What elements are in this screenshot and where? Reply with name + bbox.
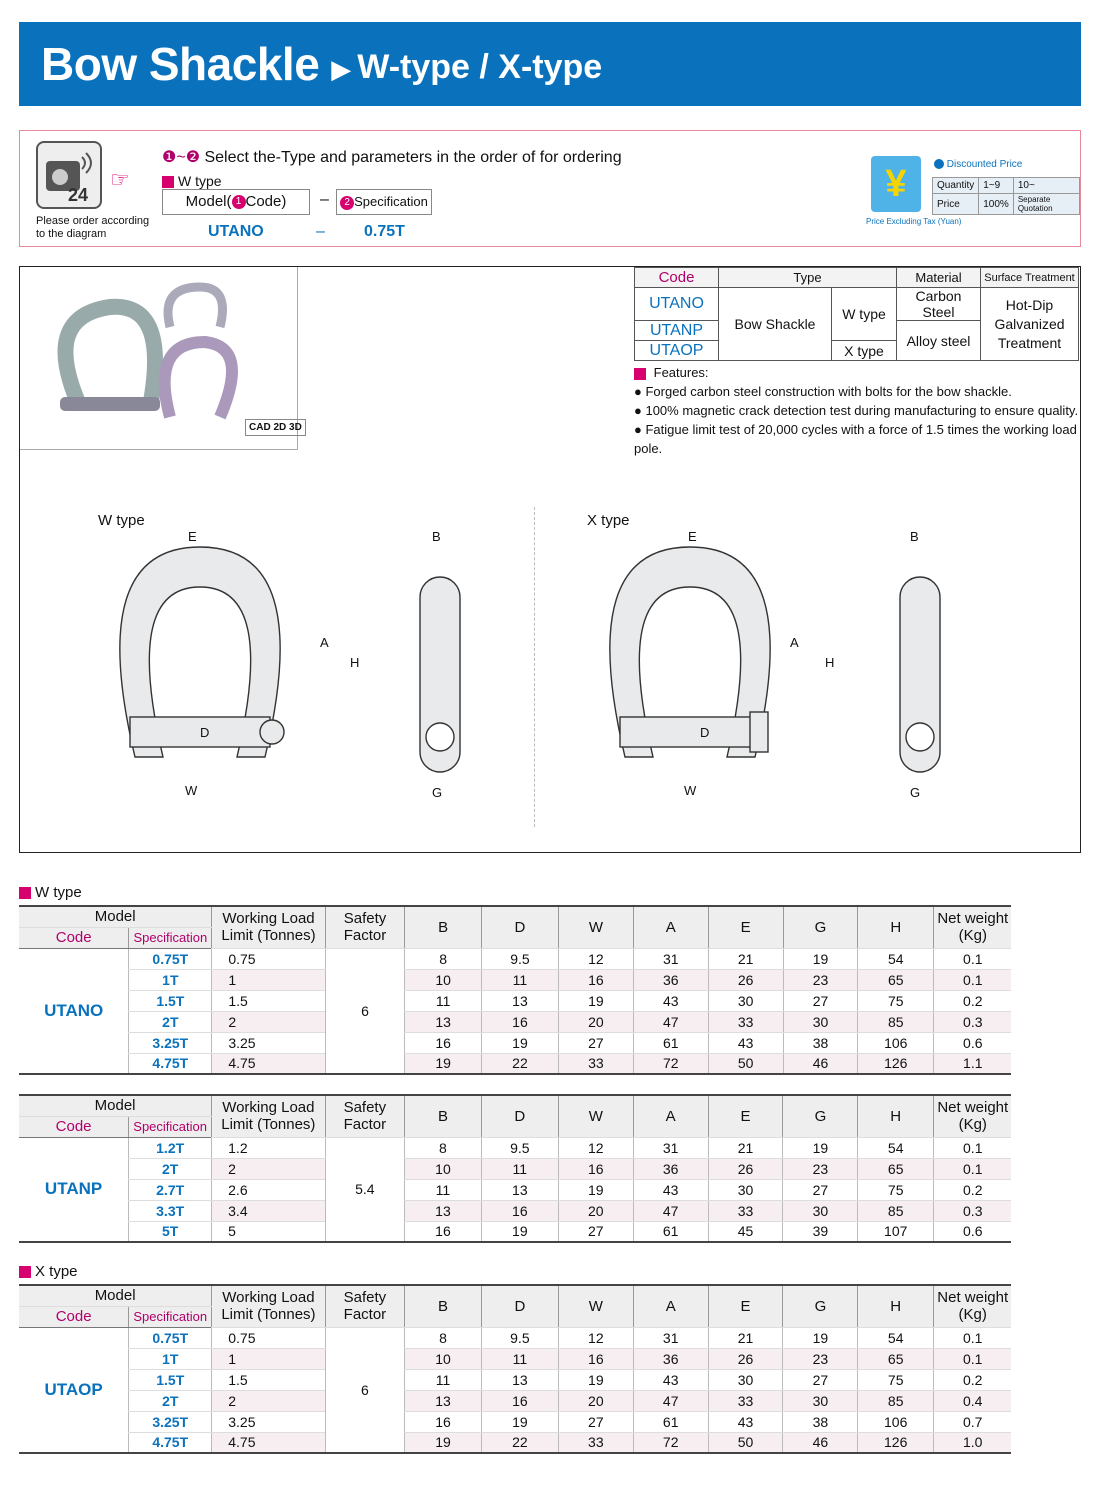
value-cell: 16 bbox=[481, 1390, 558, 1411]
value-cell: 126 bbox=[858, 1053, 934, 1074]
value-cell: 13 bbox=[405, 1390, 482, 1411]
svg-text:A: A bbox=[320, 635, 329, 650]
dim-header: W bbox=[558, 906, 633, 948]
safety-factor-cell: 6 bbox=[325, 1327, 405, 1453]
value-cell: 9.5 bbox=[481, 1137, 558, 1158]
spec-cell: 1T bbox=[129, 1348, 212, 1369]
value-cell: 19 bbox=[558, 1369, 633, 1390]
table-row bbox=[19, 969, 1081, 990]
table-row bbox=[19, 948, 1081, 969]
wll-cell: 0.75 bbox=[212, 948, 325, 969]
price-table: Quantity 1~9 10~ Price 100% Separate Quotation bbox=[932, 177, 1080, 215]
dim-header: G bbox=[783, 1285, 858, 1327]
spec-cell: 0.75T bbox=[129, 948, 212, 969]
value-cell: 61 bbox=[633, 1411, 708, 1432]
value-cell: 43 bbox=[633, 1179, 708, 1200]
safety-factor-cell: 5.4 bbox=[325, 1137, 405, 1242]
value-cell: 30 bbox=[708, 1179, 783, 1200]
value-cell: 33 bbox=[558, 1432, 633, 1453]
svg-text:A: A bbox=[790, 635, 799, 650]
wll-cell: 2.6 bbox=[212, 1179, 325, 1200]
wll-header: Working Load Limit (Tonnes) bbox=[212, 1285, 325, 1327]
code-header: Code bbox=[19, 927, 129, 948]
dim-header: A bbox=[633, 1285, 708, 1327]
spec-cell: 0.75T bbox=[129, 1327, 212, 1348]
value-cell: 22 bbox=[481, 1053, 558, 1074]
instruction-text: Select the-Type and parameters in the order of for ordering bbox=[204, 149, 622, 166]
value-cell: 45 bbox=[708, 1221, 783, 1242]
value-cell: 16 bbox=[481, 1200, 558, 1221]
dim-header: E bbox=[708, 1095, 783, 1137]
svg-text:D: D bbox=[200, 725, 210, 740]
table-row bbox=[19, 1327, 1081, 1348]
value-cell: 26 bbox=[708, 1348, 783, 1369]
wll-cell: 3.4 bbox=[212, 1200, 325, 1221]
spec-data-table bbox=[19, 1284, 1081, 1454]
wll-cell: 1.2 bbox=[212, 1137, 325, 1158]
value-cell: 16 bbox=[558, 1348, 633, 1369]
svg-text:E: E bbox=[188, 529, 197, 544]
dim-header: E bbox=[708, 906, 783, 948]
value-cell: 0.2 bbox=[934, 1179, 1012, 1200]
features-icon bbox=[634, 368, 646, 380]
value-cell: 26 bbox=[708, 1158, 783, 1179]
value-cell: 19 bbox=[405, 1053, 482, 1074]
value-cell: 13 bbox=[481, 1369, 558, 1390]
dim-header: A bbox=[633, 906, 708, 948]
spec-data-table bbox=[19, 905, 1081, 1075]
value-cell: 20 bbox=[558, 1390, 633, 1411]
value-cell: 11 bbox=[481, 1348, 558, 1369]
x-type-drawing-label: X type bbox=[587, 512, 630, 529]
spec-cell: 4.75T bbox=[129, 1432, 212, 1453]
svg-text:W: W bbox=[684, 783, 697, 798]
value-cell: 27 bbox=[783, 1179, 858, 1200]
value-cell: 27 bbox=[783, 1369, 858, 1390]
value-cell: 38 bbox=[783, 1032, 858, 1053]
table-row bbox=[19, 1053, 1081, 1074]
wll-cell: 2 bbox=[212, 1011, 325, 1032]
value-cell: 33 bbox=[708, 1390, 783, 1411]
value-cell: 12 bbox=[558, 948, 633, 969]
value-cell: 10 bbox=[405, 1348, 482, 1369]
dim-header: W bbox=[558, 1095, 633, 1137]
value-cell: 8 bbox=[405, 1137, 482, 1158]
spec-cell: 4.75T bbox=[129, 1053, 212, 1074]
value-cell: 21 bbox=[708, 1327, 783, 1348]
wll-cell: 3.25 bbox=[212, 1411, 325, 1432]
dim-header: D bbox=[481, 1285, 558, 1327]
value-cell: 75 bbox=[858, 990, 934, 1011]
ordering-guide bbox=[19, 130, 1081, 247]
features-title: Features: bbox=[634, 363, 1080, 382]
dim-header: A bbox=[633, 1095, 708, 1137]
value-cell: 85 bbox=[858, 1390, 934, 1411]
model-header: Model bbox=[19, 906, 212, 927]
page-subtitle: W-type / X-type bbox=[357, 47, 603, 86]
value-cell: 0.3 bbox=[934, 1011, 1012, 1032]
wll-header: Working Load Limit (Tonnes) bbox=[212, 906, 325, 948]
svg-text:B: B bbox=[432, 529, 441, 544]
value-cell: 0.1 bbox=[934, 948, 1012, 969]
table-row bbox=[19, 1221, 1081, 1242]
value-cell: 22 bbox=[481, 1432, 558, 1453]
value-cell: 43 bbox=[633, 1369, 708, 1390]
feature-item: ● Forged carbon steel construction with bolts for the bow shackle. bbox=[634, 384, 1012, 399]
page-title: Bow Shackle bbox=[41, 38, 320, 90]
dim-header: G bbox=[783, 906, 858, 948]
value-cell: 33 bbox=[708, 1200, 783, 1221]
value-cell: 20 bbox=[558, 1200, 633, 1221]
spec-cell: 1.2T bbox=[129, 1137, 212, 1158]
value-cell: 36 bbox=[633, 1348, 708, 1369]
value-cell: 13 bbox=[481, 990, 558, 1011]
value-cell: 23 bbox=[783, 1348, 858, 1369]
value-cell: 23 bbox=[783, 969, 858, 990]
wll-cell: 2 bbox=[212, 1158, 325, 1179]
value-cell: 27 bbox=[783, 990, 858, 1011]
value-cell: 0.6 bbox=[934, 1221, 1012, 1242]
step1-icon: 1 bbox=[232, 195, 246, 209]
value-cell: 43 bbox=[708, 1411, 783, 1432]
safety-factor-cell: 6 bbox=[325, 948, 405, 1074]
yen-icon: ¥ bbox=[871, 156, 921, 212]
spec-cell: 3.25T bbox=[129, 1032, 212, 1053]
triangle-arrow-icon: ▶ bbox=[331, 53, 352, 84]
order-instruction bbox=[162, 147, 622, 167]
value-cell: 19 bbox=[783, 1327, 858, 1348]
wll-cell: 1.5 bbox=[212, 1369, 325, 1390]
dim-header: H bbox=[858, 1095, 934, 1137]
phone-24h-icon bbox=[36, 141, 102, 209]
table-row bbox=[19, 1032, 1081, 1053]
feature-item: ● Fatigue limit test of 20,000 cycles with a force of 1.5 times the working load pole. bbox=[634, 422, 1077, 456]
value-cell: 85 bbox=[858, 1200, 934, 1221]
value-cell: 54 bbox=[858, 948, 934, 969]
value-cell: 31 bbox=[633, 948, 708, 969]
table-row bbox=[19, 1390, 1081, 1411]
safety-header: Safety Factor bbox=[325, 1285, 405, 1327]
value-cell: 54 bbox=[858, 1137, 934, 1158]
value-cell: 46 bbox=[783, 1053, 858, 1074]
value-cell: 31 bbox=[633, 1137, 708, 1158]
value-cell: 19 bbox=[558, 990, 633, 1011]
utano-table bbox=[19, 905, 1081, 1075]
value-cell: 9.5 bbox=[481, 948, 558, 969]
value-cell: 0.6 bbox=[934, 1032, 1012, 1053]
table-row bbox=[19, 1200, 1081, 1221]
value-cell: 36 bbox=[633, 969, 708, 990]
spec-header: Specification bbox=[129, 1306, 212, 1327]
value-cell: 19 bbox=[405, 1432, 482, 1453]
wll-cell: 1.5 bbox=[212, 990, 325, 1011]
w-type-section-title: W type bbox=[19, 884, 82, 901]
example-spec: 0.75T bbox=[364, 223, 405, 240]
value-cell: 31 bbox=[633, 1327, 708, 1348]
value-cell: 20 bbox=[558, 1011, 633, 1032]
table-row bbox=[19, 1348, 1081, 1369]
value-cell: 16 bbox=[558, 1158, 633, 1179]
value-cell: 43 bbox=[708, 1032, 783, 1053]
table-row bbox=[19, 1011, 1081, 1032]
model-code: UTANP bbox=[19, 1137, 129, 1242]
spec-cell: 3.25T bbox=[129, 1411, 212, 1432]
value-cell: 65 bbox=[858, 969, 934, 990]
value-cell: 0.1 bbox=[934, 969, 1012, 990]
value-cell: 10 bbox=[405, 1158, 482, 1179]
price-tax-note: Price Excluding Tax (Yuan) bbox=[866, 217, 962, 226]
page-banner bbox=[19, 22, 1081, 106]
svg-text:E: E bbox=[688, 529, 697, 544]
step2-icon: 2 bbox=[340, 196, 354, 210]
spec-cell: 5T bbox=[129, 1221, 212, 1242]
feature-item: ● 100% magnetic crack detection test during manufacturing to ensure quality. bbox=[634, 403, 1079, 418]
example-code: UTANO bbox=[208, 223, 264, 240]
value-cell: 30 bbox=[783, 1390, 858, 1411]
svg-text:24: 24 bbox=[68, 185, 89, 205]
value-cell: 46 bbox=[783, 1432, 858, 1453]
specification-box: 2 Specification bbox=[336, 189, 432, 215]
wll-cell: 3.25 bbox=[212, 1032, 325, 1053]
value-cell: 75 bbox=[858, 1369, 934, 1390]
value-cell: 0.1 bbox=[934, 1348, 1012, 1369]
value-cell: 16 bbox=[405, 1032, 482, 1053]
value-cell: 47 bbox=[633, 1011, 708, 1032]
table-row bbox=[19, 990, 1081, 1011]
value-cell: 30 bbox=[708, 1369, 783, 1390]
technical-drawings bbox=[20, 527, 1080, 827]
value-cell: 16 bbox=[405, 1411, 482, 1432]
value-cell: 106 bbox=[858, 1411, 934, 1432]
spec-cell: 2.7T bbox=[129, 1179, 212, 1200]
value-cell: 72 bbox=[633, 1432, 708, 1453]
net-weight-header: Net weight (Kg) bbox=[934, 1285, 1012, 1327]
svg-text:G: G bbox=[432, 785, 443, 800]
svg-text:G: G bbox=[910, 785, 921, 800]
value-cell: 30 bbox=[783, 1011, 858, 1032]
value-cell: 8 bbox=[405, 948, 482, 969]
value-cell: 39 bbox=[783, 1221, 858, 1242]
table-row bbox=[19, 1411, 1081, 1432]
value-cell: 47 bbox=[633, 1200, 708, 1221]
utaop-table bbox=[19, 1284, 1081, 1454]
value-cell: 16 bbox=[405, 1221, 482, 1242]
spec-header: Specification bbox=[129, 1116, 212, 1137]
value-cell: 23 bbox=[783, 1158, 858, 1179]
value-cell: 13 bbox=[405, 1011, 482, 1032]
value-cell: 30 bbox=[783, 1200, 858, 1221]
value-cell: 54 bbox=[858, 1327, 934, 1348]
wll-cell: 0.75 bbox=[212, 1327, 325, 1348]
value-cell: 12 bbox=[558, 1137, 633, 1158]
value-cell: 65 bbox=[858, 1348, 934, 1369]
value-cell: 72 bbox=[633, 1053, 708, 1074]
value-cell: 0.2 bbox=[934, 1369, 1012, 1390]
value-cell: 16 bbox=[558, 969, 633, 990]
dim-header: H bbox=[858, 1285, 934, 1327]
value-cell: 19 bbox=[558, 1179, 633, 1200]
value-cell: 126 bbox=[858, 1432, 934, 1453]
value-cell: 107 bbox=[858, 1221, 934, 1242]
wll-cell: 2 bbox=[212, 1390, 325, 1411]
svg-text:W: W bbox=[185, 783, 198, 798]
value-cell: 33 bbox=[558, 1053, 633, 1074]
safety-header: Safety Factor bbox=[325, 906, 405, 948]
wll-header: Working Load Limit (Tonnes) bbox=[212, 1095, 325, 1137]
product-box bbox=[19, 266, 1081, 853]
spec-cell: 2T bbox=[129, 1011, 212, 1032]
spec-cell: 1T bbox=[129, 969, 212, 990]
value-cell: 61 bbox=[633, 1221, 708, 1242]
value-cell: 13 bbox=[481, 1179, 558, 1200]
value-cell: 8 bbox=[405, 1327, 482, 1348]
type-marker-icon bbox=[162, 176, 174, 188]
value-cell: 27 bbox=[558, 1411, 633, 1432]
svg-text:B: B bbox=[910, 529, 919, 544]
value-cell: 10 bbox=[405, 969, 482, 990]
wll-cell: 4.75 bbox=[212, 1432, 325, 1453]
value-cell: 19 bbox=[481, 1032, 558, 1053]
value-cell: 19 bbox=[481, 1411, 558, 1432]
spec-cell: 2T bbox=[129, 1158, 212, 1179]
spec-cell: 3.3T bbox=[129, 1200, 212, 1221]
value-cell: 27 bbox=[558, 1032, 633, 1053]
w-type-drawing-label: W type bbox=[98, 512, 145, 529]
spec-data-table bbox=[19, 1094, 1081, 1243]
value-cell: 0.1 bbox=[934, 1158, 1012, 1179]
svg-text:H: H bbox=[350, 655, 360, 670]
value-cell: 61 bbox=[633, 1032, 708, 1053]
spec-header: Specification bbox=[129, 927, 212, 948]
features-list bbox=[634, 363, 1080, 458]
dim-header: D bbox=[481, 1095, 558, 1137]
svg-text:H: H bbox=[825, 655, 835, 670]
net-weight-header: Net weight (Kg) bbox=[934, 906, 1012, 948]
spec-cell: 2T bbox=[129, 1390, 212, 1411]
separator-dash: – bbox=[320, 191, 329, 208]
value-cell: 0.2 bbox=[934, 990, 1012, 1011]
order-note: Please order according to the diagram bbox=[36, 215, 150, 240]
table-row bbox=[19, 1137, 1081, 1158]
table-row bbox=[19, 1158, 1081, 1179]
discount-title: Discounted Price bbox=[934, 159, 1022, 170]
code-header: Code bbox=[19, 1306, 129, 1327]
value-cell: 106 bbox=[858, 1032, 934, 1053]
value-cell: 16 bbox=[481, 1011, 558, 1032]
value-cell: 1.0 bbox=[934, 1432, 1012, 1453]
step-range: ❶~❷ bbox=[162, 149, 201, 166]
value-cell: 19 bbox=[481, 1221, 558, 1242]
spec-cell: 1.5T bbox=[129, 1369, 212, 1390]
value-cell: 47 bbox=[633, 1390, 708, 1411]
value-cell: 27 bbox=[558, 1221, 633, 1242]
model-header: Model bbox=[19, 1095, 212, 1116]
dim-header: E bbox=[708, 1285, 783, 1327]
wll-cell: 1 bbox=[212, 1348, 325, 1369]
value-cell: 11 bbox=[481, 1158, 558, 1179]
svg-text:D: D bbox=[700, 725, 710, 740]
value-cell: 0.4 bbox=[934, 1390, 1012, 1411]
value-cell: 50 bbox=[708, 1432, 783, 1453]
table-row bbox=[19, 1369, 1081, 1390]
example-dash: – bbox=[316, 223, 325, 240]
value-cell: 75 bbox=[858, 1179, 934, 1200]
net-weight-header: Net weight (Kg) bbox=[934, 1095, 1012, 1137]
value-cell: 50 bbox=[708, 1053, 783, 1074]
safety-header: Safety Factor bbox=[325, 1095, 405, 1137]
value-cell: 43 bbox=[633, 990, 708, 1011]
order-type-label: W type bbox=[162, 173, 222, 189]
value-cell: 26 bbox=[708, 969, 783, 990]
dim-header: G bbox=[783, 1095, 858, 1137]
dim-header: W bbox=[558, 1285, 633, 1327]
value-cell: 12 bbox=[558, 1327, 633, 1348]
model-code: UTAOP bbox=[19, 1327, 129, 1453]
value-cell: 11 bbox=[405, 1369, 482, 1390]
wll-cell: 4.75 bbox=[212, 1053, 325, 1074]
x-type-section-title: X type bbox=[19, 1263, 78, 1280]
model-code: UTANO bbox=[19, 948, 129, 1074]
code-header: Code bbox=[19, 1116, 129, 1137]
model-header: Model bbox=[19, 1285, 212, 1306]
wll-cell: 1 bbox=[212, 969, 325, 990]
value-cell: 0.3 bbox=[934, 1200, 1012, 1221]
dim-header: H bbox=[858, 906, 934, 948]
value-cell: 0.1 bbox=[934, 1327, 1012, 1348]
model-code-box: Model( 1 Code) bbox=[162, 189, 310, 215]
value-cell: 0.7 bbox=[934, 1411, 1012, 1432]
value-cell: 19 bbox=[783, 948, 858, 969]
value-cell: 19 bbox=[783, 1137, 858, 1158]
table-row bbox=[19, 1432, 1081, 1453]
dim-header: B bbox=[405, 906, 482, 948]
value-cell: 38 bbox=[783, 1411, 858, 1432]
spec-table: Code Type Material Surface Treatment UTANO Bow Shackle W type Carbon Steel Hot-Dip Galvanized Treatment UTANP Alloy steel UTAOP X type bbox=[634, 267, 1079, 361]
pointing-hand-icon: ☞ bbox=[110, 167, 130, 192]
value-cell: 0.1 bbox=[934, 1137, 1012, 1158]
value-cell: 85 bbox=[858, 1011, 934, 1032]
value-cell: 11 bbox=[481, 969, 558, 990]
value-cell: 65 bbox=[858, 1158, 934, 1179]
table-row bbox=[19, 1179, 1081, 1200]
value-cell: 30 bbox=[708, 990, 783, 1011]
utanp-table bbox=[19, 1094, 1081, 1243]
value-cell: 9.5 bbox=[481, 1327, 558, 1348]
value-cell: 11 bbox=[405, 1179, 482, 1200]
wll-cell: 5 bbox=[212, 1221, 325, 1242]
spec-cell: 1.5T bbox=[129, 990, 212, 1011]
dim-header: B bbox=[405, 1095, 482, 1137]
value-cell: 21 bbox=[708, 948, 783, 969]
value-cell: 21 bbox=[708, 1137, 783, 1158]
dim-header: B bbox=[405, 1285, 482, 1327]
value-cell: 1.1 bbox=[934, 1053, 1012, 1074]
value-cell: 36 bbox=[633, 1158, 708, 1179]
value-cell: 33 bbox=[708, 1011, 783, 1032]
dim-header: D bbox=[481, 906, 558, 948]
value-cell: 13 bbox=[405, 1200, 482, 1221]
value-cell: 11 bbox=[405, 990, 482, 1011]
cad-badge: CAD 2D 3D bbox=[245, 419, 306, 436]
